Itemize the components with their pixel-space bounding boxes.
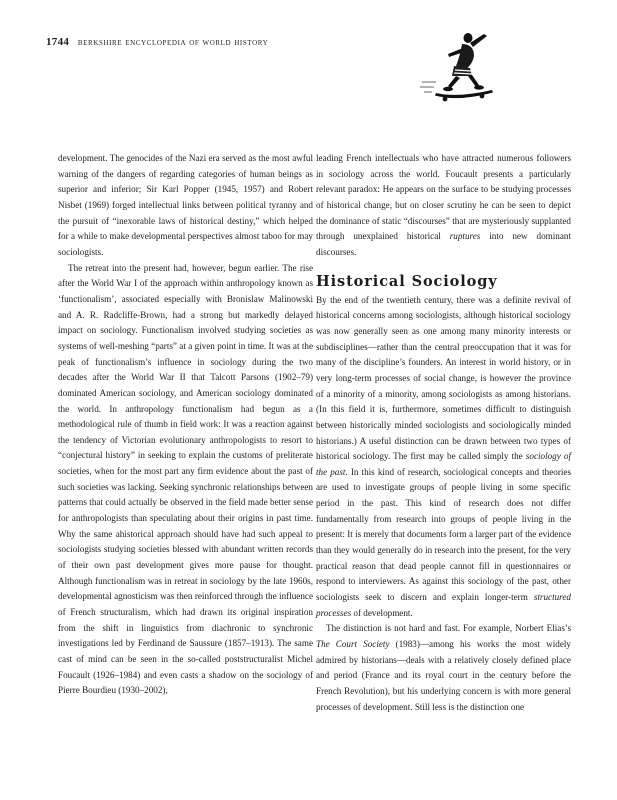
paragraph: By the end of the twentieth century, there was a definite revival of historical concerns among sociologists, although historical sociology was now generally seen as one among many minority interests or subdisciplines—rather than the central preoccupation that it was for many of the discipline’s founders. An interest in world history, or in very long-term processes of social change, is however the province of a minority of a minority, among sociologists as among historians. (In this field it is, furthermore, sometimes difficult to distinguish between historically minded sociologists and sociologically minded historians.) A useful distinction can be drawn between two types of historical sociology. The first may be called simply the sociology of the past. In this kind of research, sociological concepts and theories are used to investigate groups of people living in some specific period in the past. This kind of research does not differ fundamentally from research into groups of people living in the present: It is merely that documents form a larger part of the evidence than they would generally do in research into the present, for the very practical reason that dead people cannot fill in questionnaires or respond to interviewers. As against this sociology of the past, other sociologists seek to discern and explain longer-term structured processes of development. <box>316 294 572 618</box>
page-number: 1744 <box>46 36 70 48</box>
section-title: Historical Sociology <box>316 272 498 290</box>
left-column <box>58 151 313 699</box>
paragraph: leading French intellectuals who have attracted numerous followers in sociology across the world. Foucault presents a particularly relevant paradox: He appears on the surface to be studying processes of historical change, but on closer scrutiny he can be seen to depict the dominance of static “discourses” that are mysteriously supplanted through unexplained historical ruptures into new dominant discourses. <box>316 153 571 257</box>
running-header <box>46 36 268 48</box>
skateboarder-illustration-icon <box>418 30 500 108</box>
paragraph: The retreat into the present had, however, begun earlier. The rise after the World War I of the approach within anthropology known as ‘functionalism’, associated especially with Bronislaw Malinowski and A. R. Radcliffe-Brown, had a strong but markedly delayed impact on sociology. Functionalism involved studying societies as systems of well-meshing “parts” at a given point in time. It was at the peak of functionalism’s influence in sociology during the two decades after the World War II that Talcott Parsons (1902–79) dominated American sociology, and American sociology dominated the world. In anthropology functionalism had begun as a methodological rule of thumb in field work: It was a reaction against the tendency of Victorian evolutionary anthropologists to resort to “conjectural history” in seeking to explain the customs of preliterate societies, when for the most part any firm evidence about the past of such societies was lacking. Seeking synchronic relationships between patterns that could actually be observed in the field made better sense for anthropologists than speculating about their origins in past time. Why the same ahistorical approach should have had such appeal to sociologists studying societies blessed with abundant written records of their own past development gives more pause for thought. Although functionalism was in retreat in sociology by the late 1960s, developmental agnosticism was then reinforced through the influence of French structuralism, which had drawn its original inspiration from the shift in linguistics from diachronic to synchronic investigations led by Ferdinand de Saussure (1857–1913). The same cast of mind can be seen in the so-called poststructuralist Michel Foucault (1926–1984) and even casts a shadow on the sociology of Pierre Bourdieu (1930–2002), <box>58 262 313 696</box>
right-column <box>316 151 571 715</box>
paragraph: development. The genocides of the Nazi era served as the most awful warning of the dangers of regarding categories of human beings as superior and inferior; Sir Karl Popper (1945, 1957) and Robert Nisbet (1969) forged intellectual links between political tyranny and the pursuit of “inexorable laws of historical destiny,” which helped for a while to make developmental perspectives almost taboo for may sociologists. <box>58 153 313 257</box>
paragraph: The distinction is not hard and fast. For example, Norbert Elias’s The Court Society (1983)—among his works the most widely admired by historians—deals with a relatively closely defined place and period (France and its royal court in the century before the French Revolution), but his underlying concern is with more general processes of development. Still less is the distinction one <box>316 623 571 712</box>
running-title: berkshire encyclopedia of world history <box>77 37 269 48</box>
